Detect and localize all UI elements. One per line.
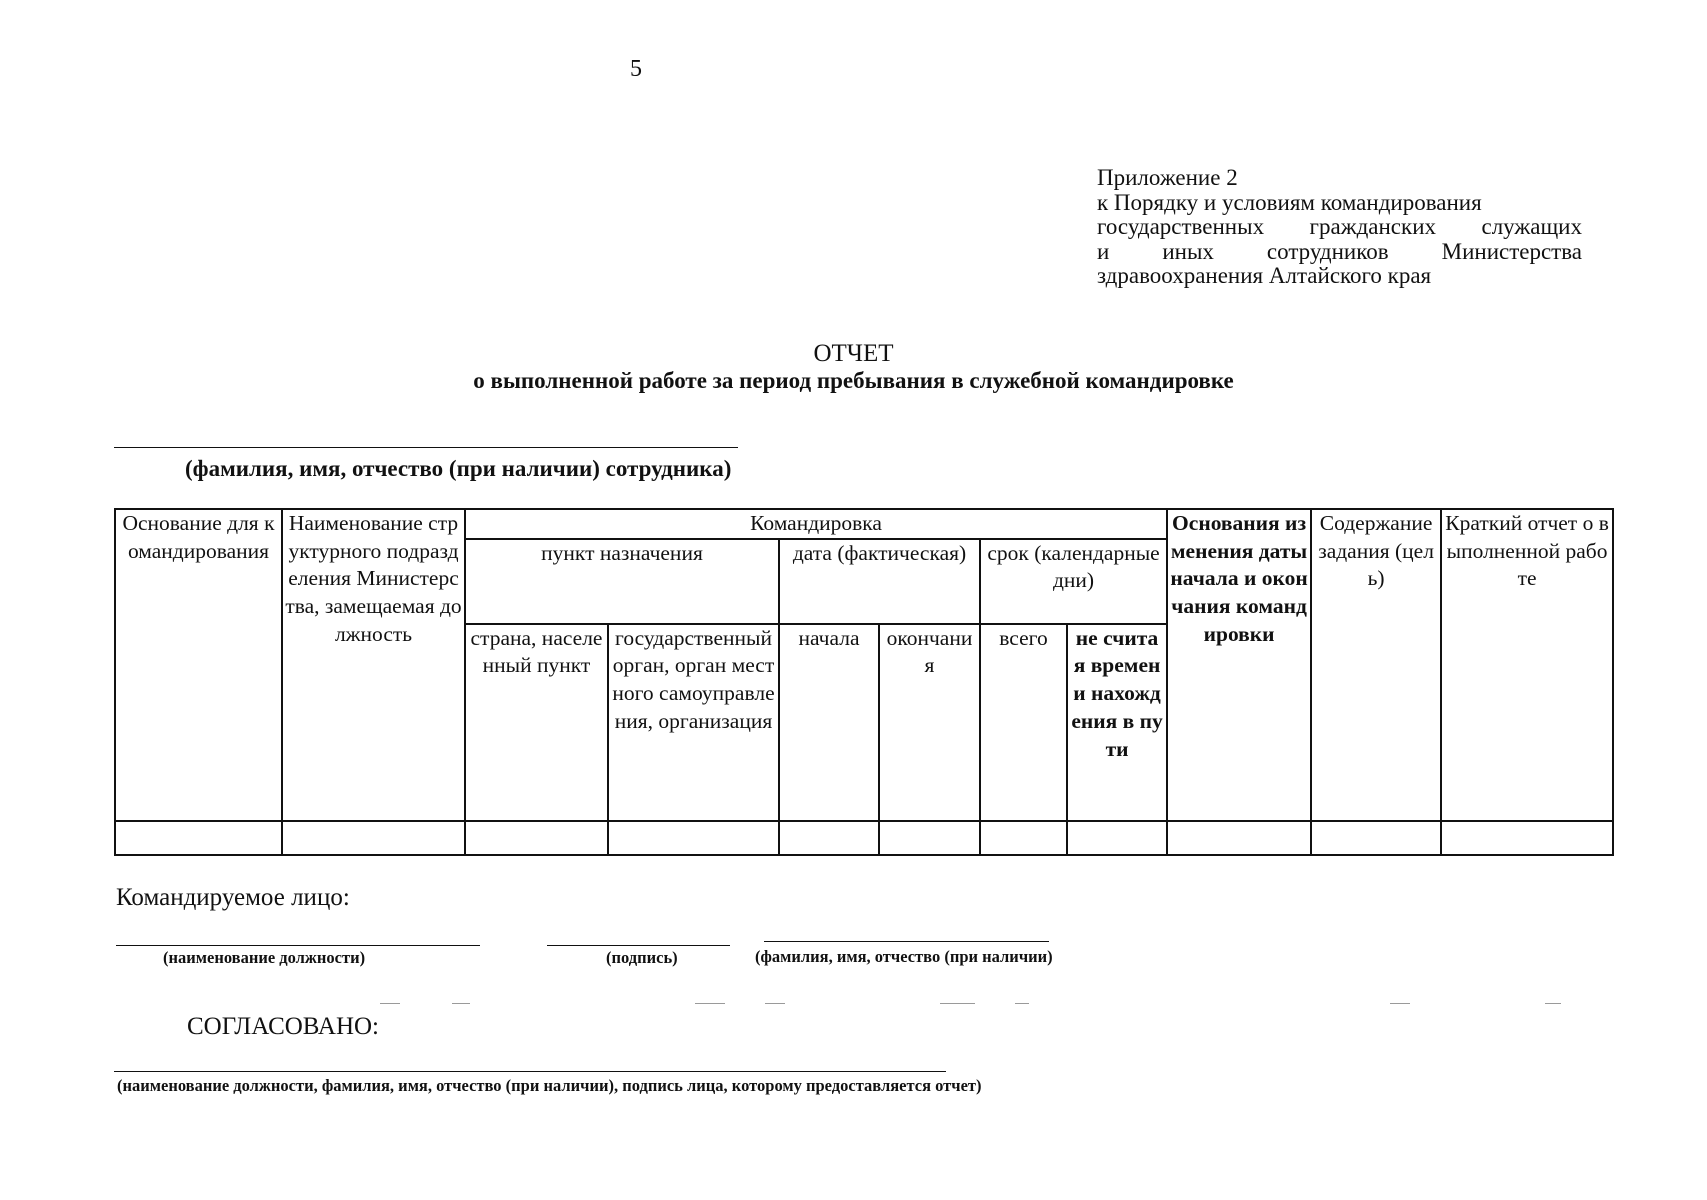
table-cell[interactable] <box>1441 821 1613 855</box>
table-cell[interactable] <box>879 821 980 855</box>
report-table <box>114 508 1614 856</box>
table-cell[interactable] <box>465 821 608 855</box>
scan-artifact <box>380 1003 400 1004</box>
header-task: Содержание задания (цель) <box>1311 509 1441 821</box>
header-term: срок (календарные дни) <box>980 539 1167 624</box>
table-cell[interactable] <box>1167 821 1311 855</box>
scan-artifact <box>695 1003 725 1004</box>
header-summary: Краткий отчет о выполненной работе <box>1441 509 1613 821</box>
table-row <box>115 821 1613 855</box>
table-cell[interactable] <box>282 821 465 855</box>
appendix-line: и иных сотрудников Министерства <box>1097 238 1582 264</box>
position-caption: (наименование должности) <box>163 948 366 967</box>
seconded-person-label: Командируемое лицо: <box>116 884 350 911</box>
header-travel: не считая времени нахождения в пути <box>1067 624 1167 821</box>
header-destination: пункт назначения <box>465 539 779 624</box>
table-cell[interactable] <box>608 821 779 855</box>
report-title: ОТЧЕТ <box>813 340 894 367</box>
header-change-basis: Основания изменения даты начала и окончания командировки <box>1167 509 1311 821</box>
table-cell[interactable] <box>1311 821 1441 855</box>
table-cell[interactable] <box>1067 821 1167 855</box>
fio-caption: (фамилия, имя, отчество (при наличии) <box>755 947 1053 966</box>
header-country: страна, населенный пункт <box>465 624 608 821</box>
header-start: начала <box>779 624 879 821</box>
position-line[interactable] <box>116 945 480 946</box>
scan-artifact <box>1015 1003 1029 1004</box>
scan-artifact <box>1390 1003 1410 1004</box>
header-authority: государственный орган, орган местного самоуправления, организация <box>608 624 779 821</box>
appendix-block <box>1097 166 1582 289</box>
employee-name-line[interactable] <box>114 447 738 448</box>
scan-artifact <box>452 1003 470 1004</box>
report-subtitle: о выполненной работе за период пребывания в служебной командировке <box>473 368 1234 393</box>
appendix-line: Приложение 2 <box>1097 165 1238 190</box>
fio-line[interactable] <box>764 941 1049 942</box>
header-unit: Наименование структурного подразделения Министерства, замещаемая должность <box>282 509 465 821</box>
appendix-line: к Порядку и условиям командирования <box>1097 189 1482 215</box>
signature-line[interactable] <box>547 945 730 946</box>
agreed-signature-line[interactable] <box>114 1071 946 1072</box>
appendix-line: государственных гражданских служащих <box>1097 214 1582 239</box>
table-cell[interactable] <box>115 821 282 855</box>
employee-name-caption: (фамилия, имя, отчество (при наличии) сотрудника) <box>185 456 732 481</box>
header-trip: Командировка <box>465 509 1167 539</box>
appendix-line: здравоохранения Алтайского края <box>1097 263 1432 288</box>
header-end: окончания <box>879 624 980 821</box>
agreed-label: СОГЛАСОВАНО: <box>187 1013 380 1040</box>
agreed-caption: (наименование должности, фамилия, имя, отчество (при наличии), подпись лица, которому предоставляется отчет) <box>117 1076 982 1095</box>
header-date: дата (фактическая) <box>779 539 980 624</box>
table-cell[interactable] <box>980 821 1067 855</box>
scan-artifact <box>765 1003 785 1004</box>
header-total: всего <box>980 624 1067 821</box>
scan-artifact <box>940 1003 975 1004</box>
page-number: 5 <box>630 56 642 82</box>
header-basis: Основание для командирования <box>115 509 282 821</box>
scan-artifact <box>1545 1003 1561 1004</box>
signature-caption: (подпись) <box>606 948 678 967</box>
table-cell[interactable] <box>779 821 879 855</box>
